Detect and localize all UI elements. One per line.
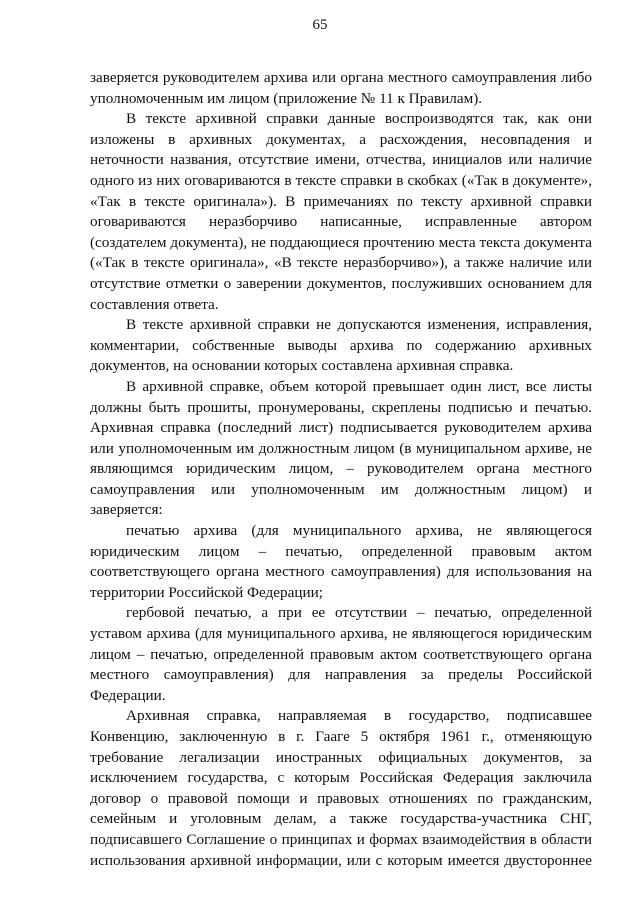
- page-number: 65: [312, 17, 328, 33]
- paragraph-2: В тексте архивной справки данные воспроизводятся так, как они изложены в архивных документах, а расхождения, несовпадения и неточности названия, отсутствие имени, отчества, инициалов или наличие одного из них оговариваются в тексте справки в скобках («Так в документе», «Так в тексте оригинала»). В примечаниях по тексту архивной справки оговариваются неразборчиво написанные, исправленные автором (создателем документа), не поддающиеся прочтению места текста документа («Так в тексте оригинала», «В тексте неразборчиво»), а также наличие или отсутствие отметки о заверении документов, послуживших основанием для составления ответа.: [90, 110, 592, 313]
- paragraph-5: печатью архива (для муниципального архива, не являющегося юридическим лицом – печатью, определенной правовым актом соответствующего органа местного самоуправления) для использования на территории Российской Федерации;: [90, 522, 592, 601]
- document-body: [90, 68, 592, 871]
- paragraph-3: В тексте архивной справки не допускаются изменения, исправления, комментарии, собственные выводы архива по содержанию архивных документов, на основании которых составлена архивная справка.: [90, 316, 592, 375]
- paragraph-6: гербовой печатью, а при ее отсутствии – печатью, определенной уставом архива (для муниципального архива, не являющегося юридическим лицом – печатью, определенной правовым актом соответствующего органа местного самоуправления) для направления за пределы Российской Федерации.: [90, 604, 592, 704]
- paragraph-4: В архивной справке, объем которой превышает один лист, все листы должны быть прошиты, пронумерованы, скреплены подписью и печатью. Архивная справка (последний лист) подписывается руководителем архива или уполномоченным им должностным лицом (в муниципальном архиве, не являющимся юридическим лицом, – руководителем органа местного самоуправления или уполномоченным им должностным лицом) и заверяется:: [90, 377, 592, 519]
- paragraph-7: Архивная справка, направляемая в государство, подписавшее Конвенцию, заключенную в г. Гааге 5 октября 1961 г., отменяющую требование легализации иностранных официальных документов, за исключением государства, с которым Российская Федерация заключила договор о правовой помощи и правовых отношениях по гражданским, семейным и уголовным делам, а также государства-участника СНГ, подписавшего Соглашение о принципах и формах взаимодействия в области использования архивной информации, или с которым имеется двустороннее: [90, 707, 592, 869]
- paragraph-1: заверяется руководителем архива или органа местного самоуправления либо уполномоченным им лицом (приложение № 11 к Правилам).: [90, 69, 592, 107]
